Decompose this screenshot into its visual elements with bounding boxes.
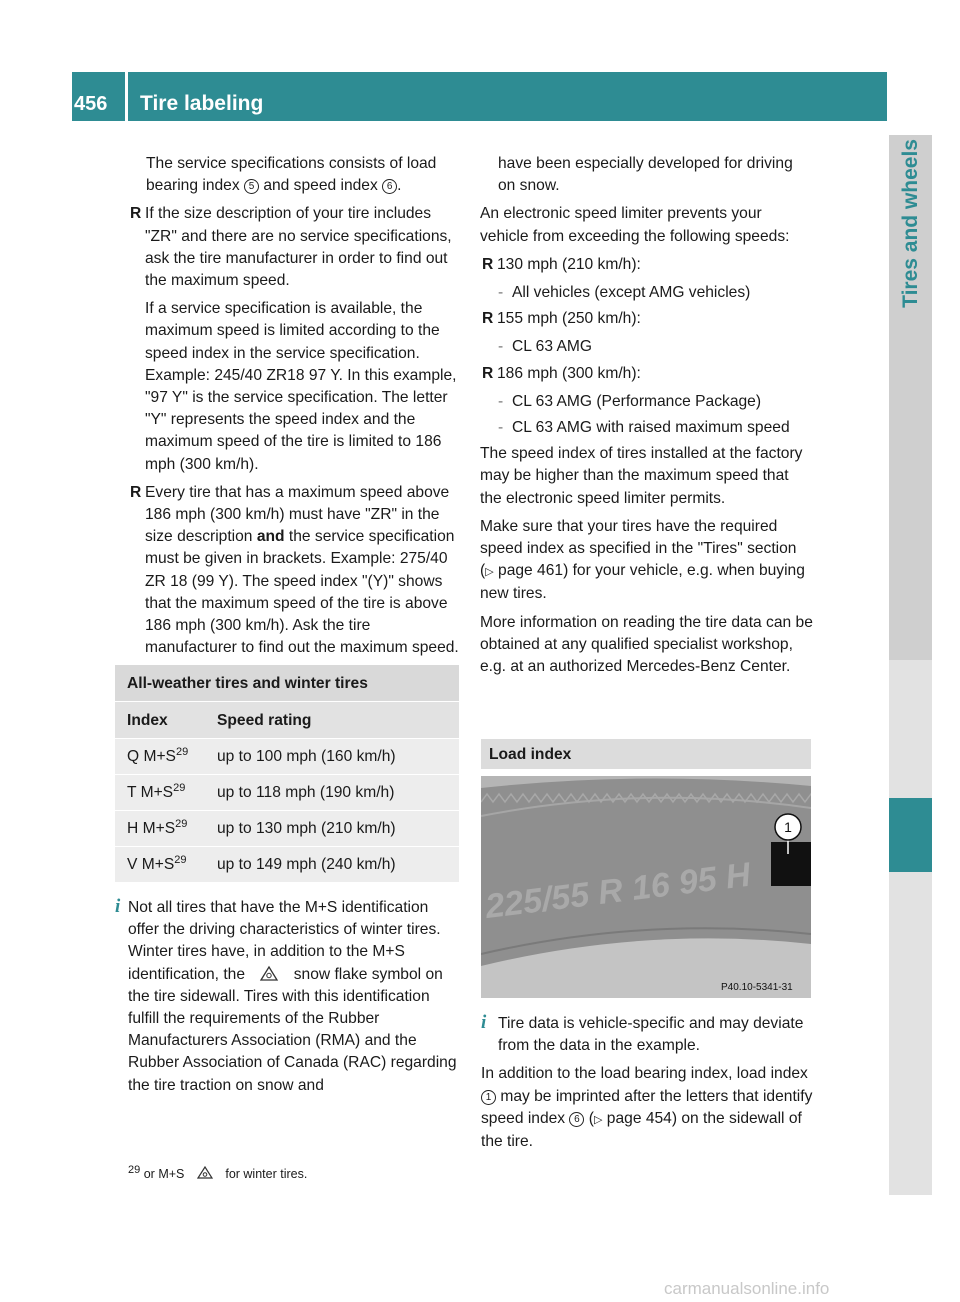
bullet-icon: R xyxy=(130,483,142,501)
speed-item-130: R 130 mph (210 km/h): xyxy=(480,254,814,276)
dash-icon: - xyxy=(498,284,504,302)
bullet-icon: R xyxy=(482,255,494,273)
column-header-index: Index xyxy=(127,712,168,729)
table-title: All-weather tires and winter tires xyxy=(115,665,459,702)
tire-sidewall-illustration xyxy=(481,776,811,998)
callout-6-icon: 6 xyxy=(382,179,397,194)
continued-text: have been especially developed for driving on snow. xyxy=(498,155,793,195)
speed-rating-table xyxy=(115,665,459,883)
callout-1-label: 1 xyxy=(784,819,792,835)
section-side-tab-label-area xyxy=(889,135,932,660)
left-column xyxy=(128,153,460,665)
bullet-text: If a service specification is available, the maximum speed is limited according to the speed index in the service specification. Example: 245/40 ZR18 97 Y. In this example, "97 Y" is the service specification. The letter "Y" represents the speed index and the maximum speed of the tire is limited to 186 mph (300 km/h). xyxy=(145,300,457,473)
load-index-text xyxy=(481,1013,813,1159)
bullet-icon: R xyxy=(482,310,494,328)
dash-item: - All vehicles (except AMG vehicles) xyxy=(480,282,814,304)
speed-item-155: R 155 mph (250 km/h): xyxy=(480,308,814,330)
column-header-speed-rating: Speed rating xyxy=(217,712,312,729)
table-row: T $M+S^{29}$ up to 118 mph (190 km/h) xyxy=(115,775,459,811)
callout-5-icon: 5 xyxy=(244,179,259,194)
dash-item: - CL 63 AMG xyxy=(480,336,814,358)
bullet-text: If the size description of your tire includes "ZR" and there are no service specifications, ask the tire manufacturer in order to find out the maximum speed. xyxy=(145,205,452,290)
table-row: H $M+S^{29}$ up to 130 mph (210 km/h) xyxy=(115,811,459,847)
dash-icon: - xyxy=(498,392,504,410)
footnote: 29 or M+S for winter tires. xyxy=(128,1163,308,1181)
bullet-zr-no-spec xyxy=(128,203,460,475)
section-side-tab xyxy=(889,135,932,1195)
tire-sidewall-image xyxy=(481,776,811,998)
section-label: Tires and wheels xyxy=(899,139,922,308)
load-index-heading: Load index xyxy=(481,739,811,769)
table-header-row xyxy=(115,702,459,739)
dash-item: - CL 63 AMG (Performance Package) xyxy=(480,391,814,413)
factory-speed-paragraph: The speed index of tires installed at the factory may be higher than the maximum speed that the electronic speed limiter permits. xyxy=(480,445,803,507)
callout-6-icon: 6 xyxy=(569,1112,584,1127)
snowflake-mountain-icon xyxy=(249,964,289,982)
page-ref-arrow-icon: ▷ xyxy=(593,1113,603,1126)
page-ref-link[interactable]: page 461 xyxy=(498,562,564,580)
section-marker xyxy=(889,798,932,872)
dash-icon: - xyxy=(498,338,504,356)
right-column xyxy=(480,153,814,684)
page-ref-link[interactable]: page 454 xyxy=(606,1109,672,1127)
tire-marking-text: 225/55 R 16 95 H xyxy=(483,855,753,926)
info-text: Tire data is vehicle-specific and may deviate from the data in the example. xyxy=(498,1015,804,1055)
load-index-paragraph: In addition to the load bearing index, load index 1 may be imprinted after the letters that identify speed index 6 (▷ page 454) on the sidewall of the tire. xyxy=(481,1065,813,1151)
speed-item-186: R 186 mph (300 km/h): xyxy=(480,363,814,385)
speed-limiter-paragraph: An electronic speed limiter prevents your vehicle from exceeding the following speeds: xyxy=(480,205,790,245)
info-text: Not all tires that have the M+S identification offer the driving characteristics of winter tires. Winter tires have, in addition to the M+S identification, the snow flake symbol on the tire sidewall. Tires with this identification fulfill the requirements of the Rubber Manufacturers Association (RMA) and the Rubber Association of Canada (RAC) regarding the tire traction on snow and xyxy=(128,899,457,1094)
image-code-label: P40.10-5341-31 xyxy=(721,982,793,993)
page-title: Tire labeling xyxy=(128,72,887,121)
bullet-icon: R xyxy=(130,205,142,223)
speed-index-paragraph: Make sure that your tires have the required speed index as specified in the "Tires" section (▷ page 461) for your vehicle, e.g. when buying new tires. xyxy=(480,517,805,603)
table-row: Q $M+S^{29}$ up to 100 mph (160 km/h) xyxy=(115,739,459,775)
service-spec-paragraph: The service specifications consists of load bearing index 5 and speed index 6 . xyxy=(146,155,437,195)
bullet-above-186 xyxy=(128,482,460,660)
snowflake-mountain-icon xyxy=(188,1165,222,1180)
info-icon: i xyxy=(481,1012,487,1033)
page-ref-arrow-icon: ▷ xyxy=(485,566,494,579)
watermark: carmanualsonline.info xyxy=(664,1279,830,1298)
winter-tire-info xyxy=(115,897,460,1103)
callout-1-icon: 1 xyxy=(481,1090,496,1105)
page-number: 456 xyxy=(72,72,125,121)
more-info-paragraph: More information on reading the tire data can be obtained at any qualified specialist workshop, e.g. at an authorized Mercedes-Benz Center. xyxy=(480,613,813,676)
dash-icon: - xyxy=(498,419,504,437)
dash-item: - CL 63 AMG with raised maximum speed xyxy=(480,417,814,439)
bullet-text: Every tire that has a maximum speed above 186 mph (300 km/h) must have "ZR" in the size description and the service specification must be given in brackets. Example: 275/40 ZR 18 (99 Y). The speed index "(Y)" shows that the maximum speed of the tire is above 186 mph (300 km/h). Ask the tire manufacturer to find out the maximum speed. xyxy=(145,483,459,657)
bullet-icon: R xyxy=(482,364,494,382)
page-header xyxy=(72,72,887,121)
table-row: V $M+S^{29}$ up to 149 mph (240 km/h) xyxy=(115,847,459,883)
info-icon: i xyxy=(115,896,121,917)
